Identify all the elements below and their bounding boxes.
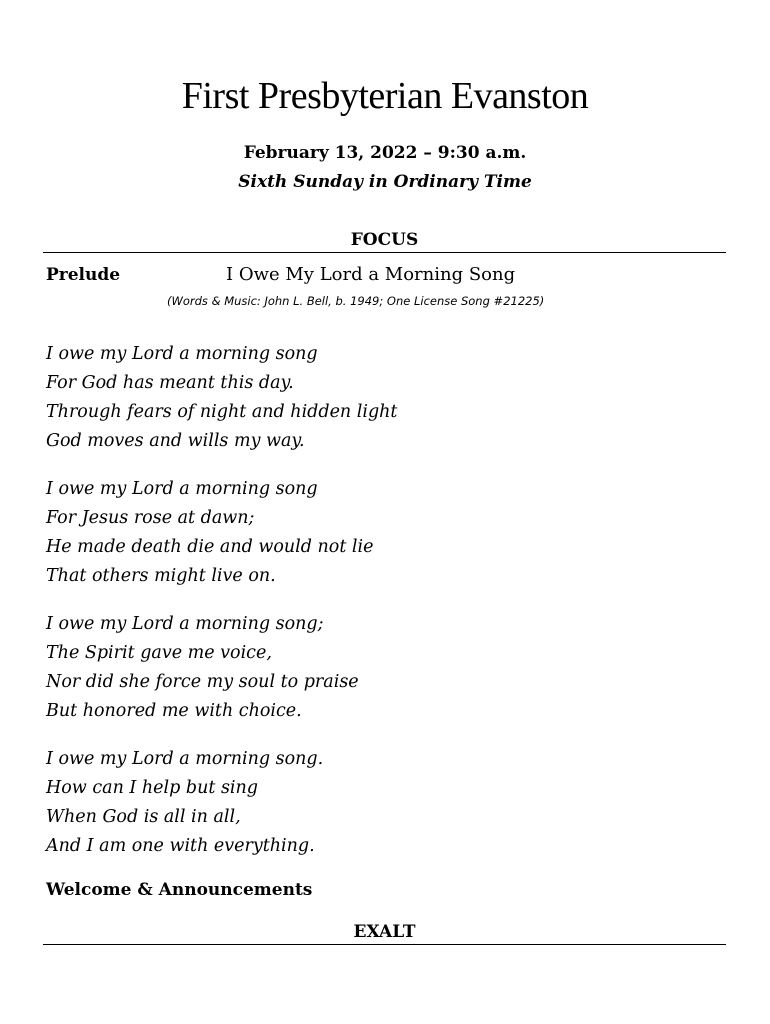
lyric-line: God moves and wills my way. (46, 431, 305, 451)
lyric-line: I owe my Lord a morning song; (46, 614, 324, 634)
section-heading-exalt: EXALT (43, 922, 726, 945)
lyric-line: Nor did she force my soul to praise (46, 672, 359, 692)
section-heading-focus: FOCUS (43, 230, 726, 253)
lyric-line: I owe my Lord a morning song (46, 344, 318, 364)
prelude-label: Prelude (46, 265, 121, 285)
lyric-line: I owe my Lord a morning song. (46, 749, 324, 769)
service-date: February 13, 2022 – 9:30 a.m. (243, 143, 527, 163)
lyric-line: For Jesus rose at dawn; (46, 508, 255, 528)
lyric-line: Through fears of night and hidden light (46, 402, 398, 422)
stanza (46, 611, 397, 727)
stanza (46, 746, 397, 862)
lyric-line: The Spirit gave me voice, (46, 643, 272, 663)
hymn-lyrics (46, 341, 397, 881)
prelude-credit: (Words & Music: John L. Bell, b. 1949; One License Song #21225) (167, 294, 545, 308)
liturgical-day: Sixth Sunday in Ordinary Time (238, 172, 532, 192)
lyric-line: That others might live on. (46, 566, 276, 586)
lyric-line: But honored me with choice. (46, 701, 302, 721)
church-title: First Presbyterian Evanston (181, 75, 589, 117)
lyric-line: I owe my Lord a morning song (46, 479, 318, 499)
lyric-line: When God is all in all, (46, 807, 241, 827)
prelude-title: I Owe My Lord a Morning Song (226, 264, 516, 285)
lyric-line: And I am one with everything. (46, 836, 315, 856)
lyric-line: How can I help but sing (46, 778, 258, 798)
welcome-announcements: Welcome & Announcements (46, 880, 313, 900)
lyric-line: He made death die and would not lie (46, 537, 374, 557)
stanza (46, 476, 397, 592)
lyric-line: For God has meant this day. (46, 373, 294, 393)
stanza (46, 341, 397, 457)
